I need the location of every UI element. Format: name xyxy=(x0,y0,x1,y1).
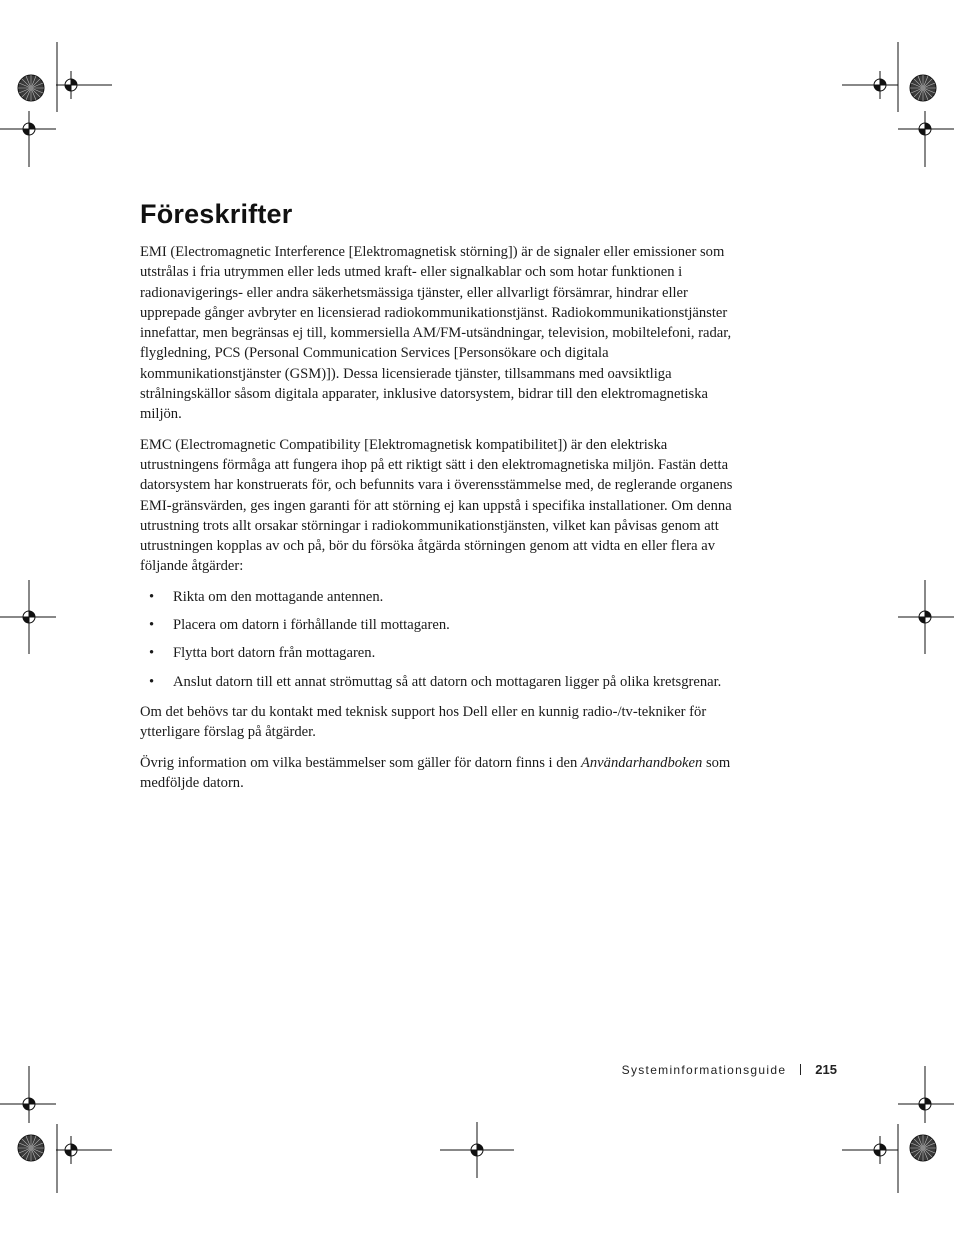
list-item: • Rikta om den mottagande antennen. xyxy=(140,587,735,607)
list-item: • Anslut datorn till ett annat strömuttag så att datorn och mottagaren ligger på olika kretsgrenar. xyxy=(140,672,735,692)
measures-list xyxy=(140,587,735,692)
users-guide-title: Användarhandboken xyxy=(580,754,703,771)
footer-divider xyxy=(800,1064,801,1075)
further-info-tail: som medföljde datorn. xyxy=(140,754,731,791)
list-item: • Placera om datorn i förhållande till mottagaren. xyxy=(140,615,735,635)
support-paragraph: Om det behövs tar du kontakt med teknisk support hos Dell eller en kunnig radio-/tv-tekniker för ytterligare förslag på åtgärder. xyxy=(140,703,707,741)
page-number: 215 xyxy=(815,1062,837,1077)
list-item: • Flytta bort datorn från mottagaren. xyxy=(140,643,735,663)
footer-guide-name: Systeminformationsguide xyxy=(621,1063,787,1077)
further-info-paragraph xyxy=(140,753,735,794)
emi-paragraph: EMI (Electromagnetic Interference [Elektromagnetisk störning]) är de signaler eller emissioner som utstrålas i fria utrymmen eller leds utmed kraft- eller signalkablar och som hotar funktionen i radionavigerings- eller andra säkerhetsmässiga tjänster, eller allvarligt försämrar, hindrar eller upprepade gånger avbryter en licensierad radiokommunikationstjänst. Radiokommunikationstjänster innefattar, men begränsas ej till, kommersiella AM/FM-utsändningar, television, mobiltelefoni, radar, flygledning, PCS (Personal Communication Services [Personsökare och digitala kommunikationstjänster (GSM)]). Dessa licensierade tjänster, tillsammans med oavsiktliga strålningskällor såsom digitala apparater, inklusive datorsystem, bidrar till den elektromagnetiska miljön. xyxy=(140,244,732,423)
further-info-text: Övrig information om vilka bestämmelser som gäller för datorn finns i den xyxy=(140,754,578,771)
page-title: Föreskrifter xyxy=(140,199,293,229)
page-content xyxy=(140,197,735,803)
emc-paragraph: EMC (Electromagnetic Compatibility [Elektromagnetisk kompatibilitet]) är den elektriska utrustningens förmåga att fungera ihop på ett riktigt sätt i den elektromagnetiska miljön. Fastän detta datorsystem har konstruerats för, och befunnits vara i överensstämmelse med, de reglerande organens EMI-gränsvärden, ges ingen garanti för att störning ej kan uppstå i specifika installationer. Om denna utrustning trots allt orsakar störningar i radiokommunikationstjänsten, vilket kan påvisas genom att utrustningen kopplas av och på, bör du försöka åtgärda störningen genom att vidta en eller flera av följande åtgärder: xyxy=(140,436,733,575)
page-footer xyxy=(400,1062,837,1077)
